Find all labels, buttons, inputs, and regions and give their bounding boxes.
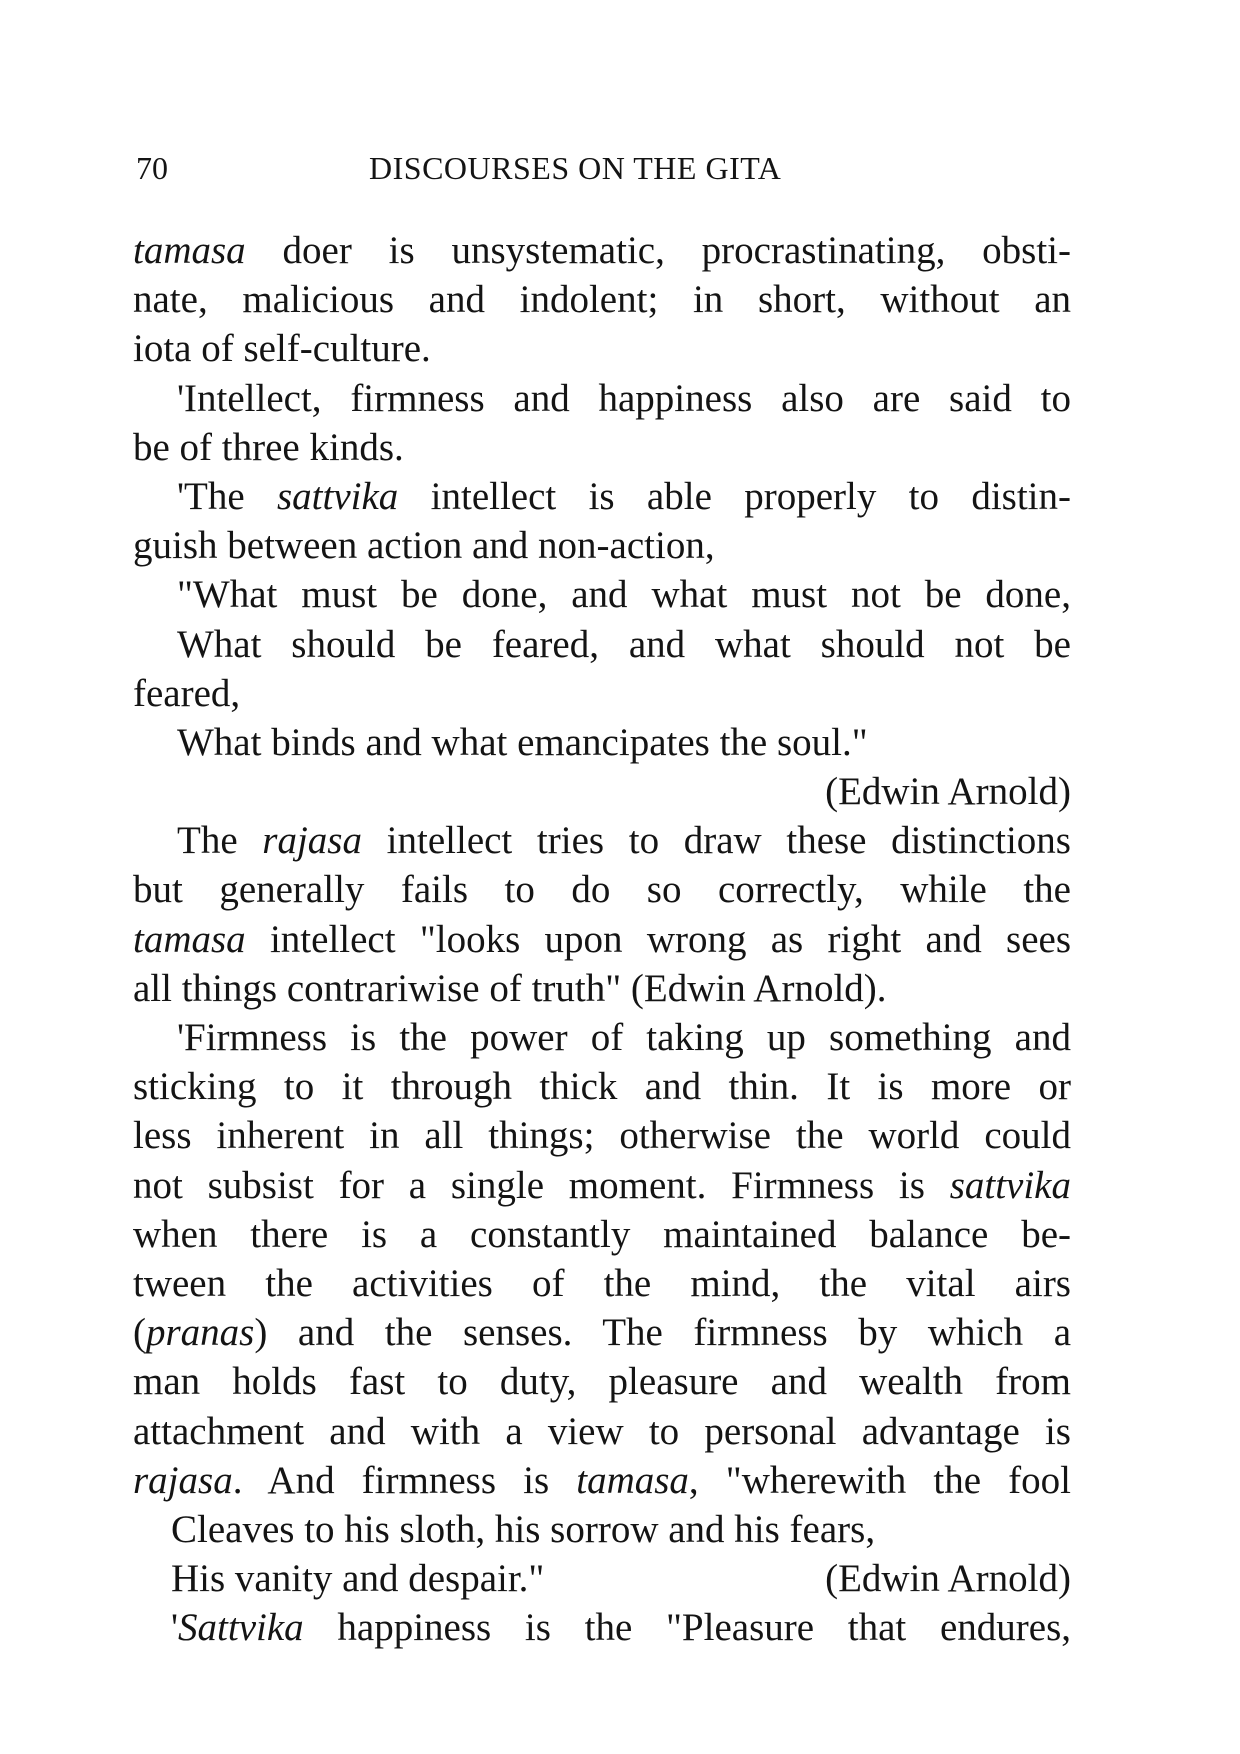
text-line: tamasa doer is unsystematic, procrastinating, obsti-: [133, 229, 1071, 272]
text-line: guish between action and non-action,: [133, 524, 715, 568]
text-line: man holds fast to duty, pleasure and wealth from: [133, 1360, 1071, 1404]
italic-term: rajasa: [133, 1458, 233, 1502]
attribution: (Edwin Arnold): [825, 1557, 1071, 1601]
text-line: not subsist for a single moment. Firmness is sattvika: [133, 1163, 1071, 1207]
running-title: DISCOURSES ON THE GITA: [369, 150, 782, 186]
italic-term: sattvika: [277, 474, 399, 518]
paragraph-start-line: 'Intellect, firmness and happiness also are said to: [177, 376, 1071, 420]
text-line: sticking to it through thick and thin. It is more or: [133, 1065, 1071, 1109]
text-line: all things contrariwise of truth" (Edwin Arnold).: [133, 966, 887, 1010]
verse-line: What binds and what emancipates the soul.": [177, 720, 868, 764]
text-line: nate, malicious and indolent; in short, without an: [133, 278, 1071, 322]
text-line: attachment and with a view to personal advantage is: [133, 1409, 1071, 1453]
italic-term: tamasa: [576, 1458, 689, 1502]
verse-line: What should be feared, and what should not be: [177, 622, 1071, 666]
verse-line: His vanity and despair." (Edwin Arnold): [133, 1554, 1071, 1603]
text-line: tween the activities of the mind, the vital airs: [133, 1261, 1071, 1305]
verse-line: Cleaves to his sloth, his sorrow and his fears,: [171, 1507, 876, 1551]
text-line: when there is a constantly maintained balance be-: [133, 1212, 1071, 1256]
body-text: [133, 226, 1071, 1652]
text-line: iota of self-culture.: [133, 327, 431, 371]
text-line: less inherent in all things; otherwise the world could: [133, 1114, 1071, 1158]
text-line: (pranas) and the senses. The firmness by which a: [133, 1311, 1071, 1355]
page-number: 70: [136, 150, 168, 186]
italic-term: Sattvika: [178, 1606, 304, 1650]
italic-term: rajasa: [262, 819, 362, 863]
italic-term: tamasa: [133, 917, 246, 961]
italic-term: tamasa: [133, 229, 246, 272]
text-line: be of three kinds.: [133, 425, 404, 469]
paragraph-start-line: The rajasa intellect tries to draw these distinctions: [177, 819, 1071, 863]
text-line: tamasa intellect "looks upon wrong as right and sees: [133, 917, 1071, 961]
text-line: but generally fails to do so correctly, while the: [133, 868, 1071, 912]
text-line: rajasa. And firmness is tamasa, "wherewith the fool: [133, 1458, 1071, 1502]
italic-term: pranas: [146, 1311, 255, 1355]
verse-line: "What must be done, and what must not be done,: [177, 573, 1071, 617]
page-header: [136, 150, 1068, 200]
verse-line: feared,: [133, 671, 241, 715]
paragraph-start-line: 'Sattvika happiness is the "Pleasure that endures,: [171, 1606, 1071, 1650]
italic-term: sattvika: [949, 1163, 1071, 1207]
paragraph-start-line: 'The sattvika intellect is able properly to distin-: [177, 474, 1071, 518]
attribution: (Edwin Arnold): [825, 770, 1071, 814]
paragraph-start-line: 'Firmness is the power of taking up something and: [177, 1016, 1071, 1059]
